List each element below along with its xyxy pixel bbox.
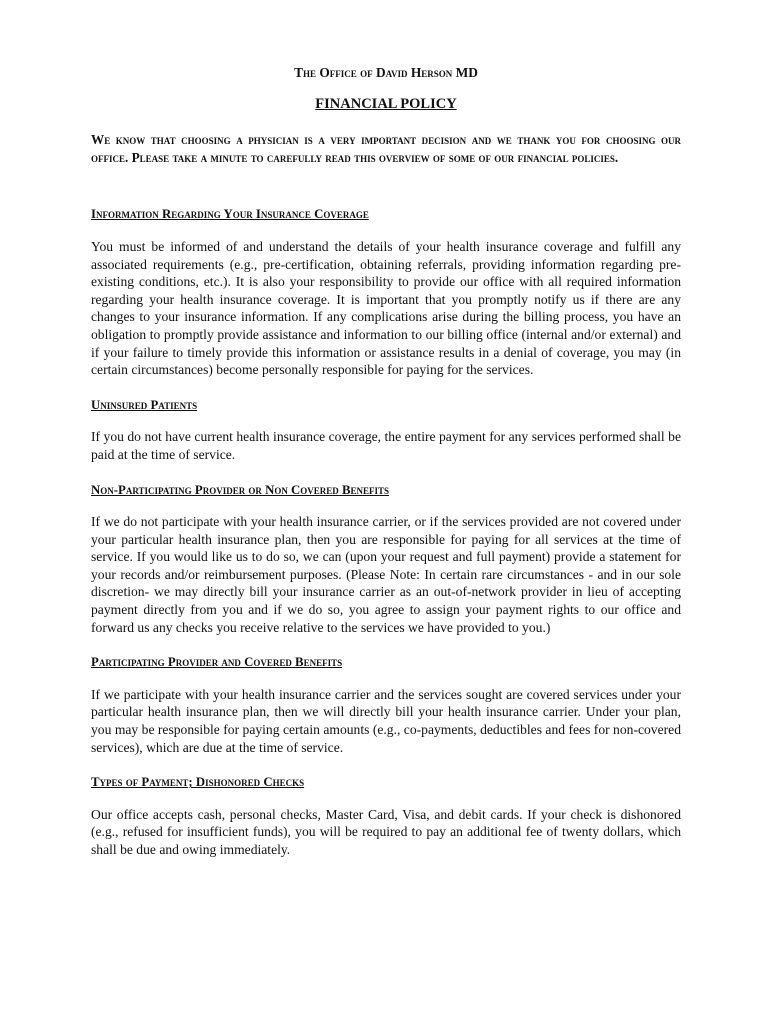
section-body: If we do not participate with your health insurance carrier, or if the services provided are not covered under your particular health insurance plan, then you are responsible for paying for all services at the time of service. If you would like us to do so, we can (upon your request and full payment) provide a statement for your records and/or reimbursement purposes. (Please Note: In certain rare circumstances - and in our sole discretion- we may directly bill your insurance carrier as an out-of-network provider in lieu of accepting payment directly from you and if we do so, you agree to assign your payment rights to our office and forward us any checks you receive relative to the services we have provided to you.) [91,514,681,635]
intro-paragraph: We know that choosing a physician is a very important decision and we thank you for choosing our office. Please take a minute to carefully read this overview of some of our financial policies. [91,132,681,165]
section-uninsured-patients [91,397,681,464]
section-non-participating-provider [91,482,681,637]
section-types-of-payment [91,774,681,858]
section-body: If you do not have current health insurance coverage, the entire payment for any services performed shall be paid at the time of service. [91,429,681,462]
section-participating-provider [91,654,681,756]
section-heading: Uninsured Patients [91,397,198,412]
section-heading: Types of Payment; Dishonored Checks [91,775,305,790]
section-body: Our office accepts cash, personal checks, Master Card, Visa, and debit cards. If your check is dishonored (e.g., refused for insufficient funds), you will be required to pay an additional fee of twenty dollars, which shall be due and owing immediately. [91,806,681,857]
section-heading: Non-Participating Provider or Non Covered Benefits [91,482,390,497]
section-body: You must be informed of and understand the details of your health insurance coverage and fulfill any associated requirements (e.g., pre-certification, obtaining referrals, providing information regarding pre-existing conditions, etc.). It is also your responsibility to provide our office with all required information regarding your health insurance coverage. It is important that you promptly notify us if there are any changes to your insurance information. If any complications arise during the billing process, you have an obligation to promptly provide assistance and information to our billing office (internal and/or external) and if your failure to timely provide this information or assistance results in a denial of coverage, you may (in certain circumstances) become personally responsible for paying for the services. [91,238,681,378]
section-body: If we participate with your health insurance carrier and the services sought are covered services under your particular health insurance plan, then we will directly bill your health insurance carrier. Under your plan, you may be responsible for paying certain amounts (e.g., co-payments, deductibles and fees for non-covered services), which are due at the time of service. [91,686,681,755]
page-title: FINANCIAL POLICY [315,95,457,112]
office-name: The Office of David Herson MD [294,65,478,80]
document-page [91,64,681,877]
section-heading: Information Regarding Your Insurance Coverage [91,207,369,222]
section-insurance-coverage [91,206,681,378]
section-heading: Participating Provider and Covered Benefits [91,655,343,670]
